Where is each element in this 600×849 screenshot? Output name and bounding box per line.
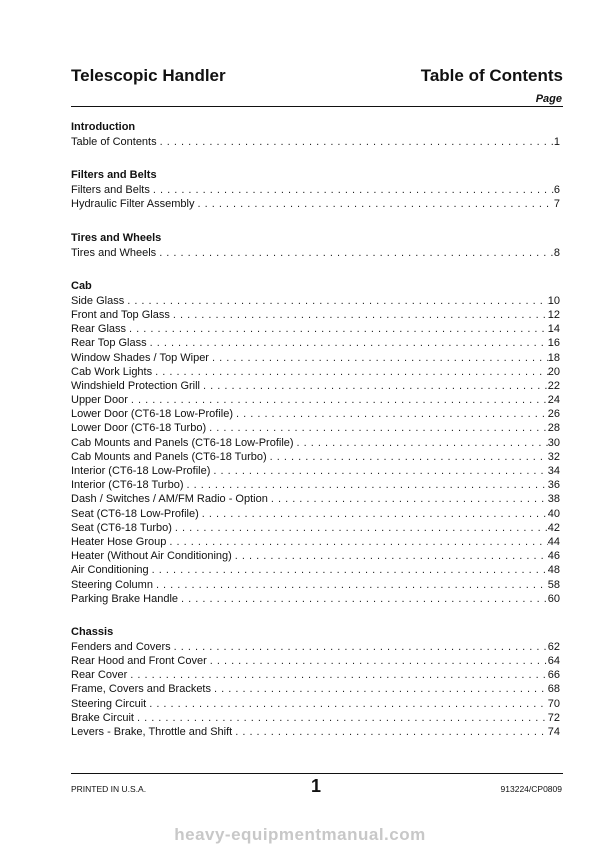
toc-entry-label: Air Conditioning (71, 564, 149, 577)
document-title: Telescopic Handler (71, 66, 226, 85)
toc-entry-page: 72 (547, 711, 560, 724)
dot-leader (131, 393, 548, 407)
toc-entry-label: Interior (CT6-18 Low-Profile) (71, 465, 211, 477)
toc-entry[interactable] (71, 492, 560, 506)
toc-entry[interactable] (71, 336, 560, 350)
toc-entry-label: Heater (Without Air Conditioning) (71, 550, 232, 563)
toc-entry[interactable] (71, 450, 560, 464)
toc-entry[interactable] (71, 135, 560, 149)
dot-leader (213, 464, 547, 478)
toc-entry-page: 7 (553, 198, 560, 211)
toc-entry[interactable] (71, 725, 560, 739)
toc-entry[interactable] (71, 308, 560, 322)
header-divider (71, 106, 563, 107)
toc-entry-label: Interior (CT6-18 Turbo) (71, 479, 184, 492)
toc-entry[interactable] (71, 521, 560, 535)
toc-entry-label: Hydraulic Filter Assembly (71, 198, 195, 211)
toc-entry[interactable] (71, 578, 560, 592)
toc-entry[interactable] (71, 697, 560, 711)
toc-entry-label: Rear Hood and Front Cover (71, 655, 207, 668)
page-header (71, 66, 563, 92)
dot-leader (130, 668, 548, 682)
toc-entry-page: 46 (547, 550, 560, 563)
toc-entry-page: 62 (547, 640, 560, 653)
dot-leader (152, 563, 548, 577)
page-number: 1 (311, 776, 322, 796)
dot-leader (137, 711, 548, 725)
toc-entry[interactable] (71, 464, 560, 478)
dot-leader (236, 407, 548, 421)
toc-entry[interactable] (71, 549, 560, 563)
toc-entry-label: Rear Top Glass (71, 337, 147, 350)
toc-entry-page: 32 (547, 450, 560, 463)
toc-entry-label: Heater Hose Group (71, 535, 167, 548)
table-of-contents (71, 120, 560, 739)
toc-entry-page: 28 (547, 422, 560, 435)
section-title: Chassis (71, 625, 114, 638)
toc-entry-label: Table of Contents (71, 136, 157, 148)
printed-note: PRINTED IN U.S.A. (71, 784, 147, 794)
toc-heading: Table of Contents (420, 66, 563, 85)
toc-entry-label: Cab Mounts and Panels (CT6-18 Low-Profile) (71, 436, 294, 449)
dot-leader (173, 308, 548, 322)
toc-entry-page: 44 (547, 535, 560, 548)
toc-entry[interactable] (71, 365, 560, 379)
toc-entry[interactable] (71, 640, 560, 654)
toc-entry-page: 18 (547, 351, 560, 364)
dot-leader (270, 450, 548, 464)
toc-entry-label: Upper Door (71, 394, 128, 407)
toc-entry[interactable] (71, 507, 560, 521)
dot-leader (197, 197, 553, 211)
toc-entry-label: Fenders and Covers (71, 640, 171, 653)
toc-entry-page: 60 (547, 592, 560, 605)
dot-leader (155, 365, 548, 379)
toc-entry-label: Lower Door (CT6-18 Turbo) (71, 422, 207, 435)
page-column-label: Page (535, 93, 562, 105)
toc-entry-page: 34 (547, 465, 560, 477)
section-title: Cab (71, 279, 92, 292)
dot-leader (186, 478, 547, 492)
dot-leader (202, 507, 548, 521)
toc-entry-page: 24 (547, 394, 560, 407)
toc-entry[interactable] (71, 322, 560, 336)
toc-entry-label: Rear Cover (71, 669, 128, 682)
toc-entry[interactable] (71, 183, 560, 197)
toc-entry-label: Front and Top Glass (71, 308, 170, 321)
toc-entry-label: Lower Door (CT6-18 Low-Profile) (71, 408, 233, 421)
dot-leader (181, 592, 548, 606)
toc-entry[interactable] (71, 294, 560, 308)
toc-entry-label: Window Shades / Top Wiper (71, 351, 209, 364)
toc-entry-label: Seat (CT6-18 Low-Profile) (71, 507, 199, 520)
toc-entry-label: Parking Brake Handle (71, 592, 179, 605)
toc-entry-label: Cab Work Lights (71, 365, 153, 378)
toc-entry-page: 22 (547, 379, 560, 392)
toc-entry-label: Side Glass (71, 294, 125, 307)
toc-entry[interactable] (71, 393, 560, 407)
dot-leader (127, 294, 548, 308)
toc-entry[interactable] (71, 246, 560, 260)
toc-entry-page: 26 (547, 408, 560, 421)
toc-entry-page: 42 (547, 521, 560, 534)
dot-leader (210, 654, 548, 668)
toc-entry-page: 12 (547, 308, 560, 321)
toc-entry[interactable] (71, 682, 560, 696)
dot-leader (174, 640, 548, 654)
toc-entry-page: 36 (547, 479, 560, 492)
dot-leader (203, 379, 548, 393)
dot-leader (175, 521, 548, 535)
dot-leader (129, 322, 548, 336)
toc-entry[interactable] (71, 197, 560, 211)
toc-entry[interactable] (71, 478, 560, 492)
toc-entry-label: Filters and Belts (71, 184, 150, 197)
toc-entry-page: 40 (547, 507, 560, 520)
section-title: Tires and Wheels (71, 231, 162, 244)
toc-entry[interactable] (71, 379, 560, 393)
dot-leader (159, 246, 554, 260)
toc-entry-label: Steering Column (71, 578, 153, 591)
toc-entry-label: Cab Mounts and Panels (CT6-18 Turbo) (71, 450, 267, 463)
footer-divider (71, 773, 563, 774)
toc-entry-label: Steering Circuit (71, 697, 147, 710)
toc-entry-page: 20 (547, 365, 560, 378)
toc-entry-page: 68 (547, 683, 560, 696)
dot-leader (156, 578, 548, 592)
toc-entry[interactable] (71, 436, 560, 450)
toc-entry[interactable] (71, 563, 560, 577)
toc-entry-page: 16 (547, 337, 560, 350)
toc-entry-label: Brake Circuit (71, 711, 134, 724)
toc-entry-label: Rear Glass (71, 323, 127, 336)
toc-entry-label: Tires and Wheels (71, 246, 157, 259)
dot-leader (214, 682, 548, 696)
dot-leader (150, 336, 548, 350)
toc-entry-page: 64 (547, 655, 560, 668)
toc-entry[interactable] (71, 535, 560, 549)
toc-entry-label: Seat (CT6-18 Turbo) (71, 521, 172, 534)
toc-entry[interactable] (71, 654, 560, 668)
dot-leader (169, 535, 547, 549)
toc-entry-page: 48 (547, 564, 560, 577)
toc-entry-page: 70 (547, 697, 560, 710)
toc-entry-page: 58 (547, 578, 560, 591)
toc-entry[interactable] (71, 421, 560, 435)
toc-entry[interactable] (71, 351, 560, 365)
toc-entry-page: 14 (547, 323, 560, 336)
toc-entry-page: 66 (547, 669, 560, 682)
toc-entry-page: 10 (547, 294, 560, 307)
dot-leader (297, 436, 548, 450)
toc-entry-label: Dash / Switches / AM/FM Radio - Option (71, 493, 268, 506)
toc-entry-page: 1 (553, 136, 560, 148)
dot-leader (271, 492, 548, 506)
dot-leader (209, 421, 548, 435)
dot-leader (153, 183, 554, 197)
dot-leader (212, 351, 548, 365)
toc-entry-label: Windshield Protection Grill (71, 379, 200, 392)
toc-entry-page: 38 (547, 493, 560, 506)
toc-entry[interactable] (71, 592, 560, 606)
toc-entry-page: 30 (547, 436, 560, 449)
toc-entry-page: 74 (547, 726, 560, 738)
toc-entry-label: Levers - Brake, Throttle and Shift (71, 726, 233, 738)
watermark: heavy-equipmentmanual.com (174, 825, 426, 844)
dot-leader (235, 549, 548, 563)
toc-entry-page: 8 (553, 246, 560, 259)
section-title: Introduction (71, 121, 136, 133)
dot-leader (235, 725, 548, 739)
dot-leader (149, 697, 548, 711)
document-code: 913224/CP0809 (500, 784, 562, 794)
toc-entry-page: 6 (553, 184, 560, 197)
toc-entry[interactable] (71, 668, 560, 682)
dot-leader (160, 135, 554, 149)
section-title: Filters and Belts (71, 169, 157, 182)
toc-entry[interactable] (71, 711, 560, 725)
toc-entry-label: Frame, Covers and Brackets (71, 683, 211, 696)
toc-entry[interactable] (71, 407, 560, 421)
